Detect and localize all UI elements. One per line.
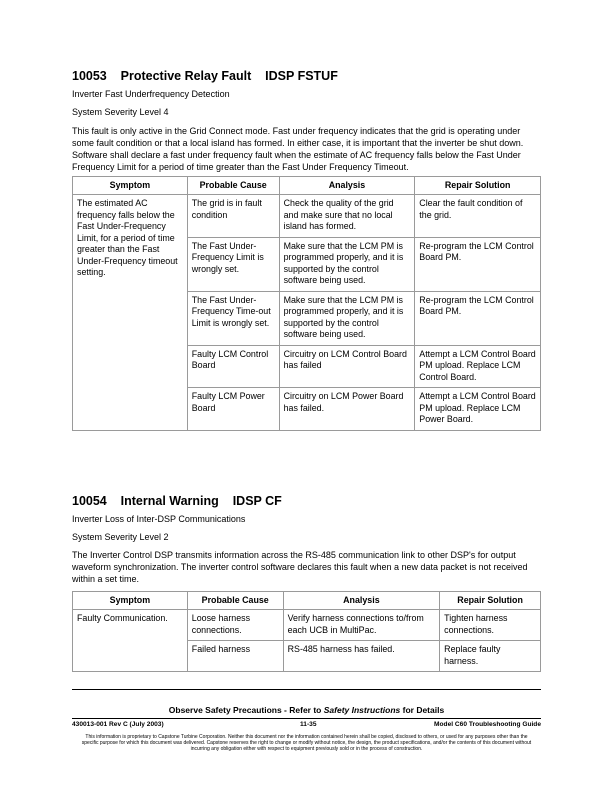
troubleshooting-table-10054 xyxy=(72,591,541,672)
severity-level: System Severity Level 4 xyxy=(72,107,169,117)
repair-cell: Attempt a LCM Control Board PM upload. Replace LCM Power Board. xyxy=(415,388,541,431)
analysis-cell: RS-485 harness has failed. xyxy=(283,641,440,672)
footer-divider xyxy=(72,689,541,690)
doc-number: 430013-001 Rev C (July 2003) xyxy=(72,721,164,728)
repair-cell: Re-program the LCM Control Board PM. xyxy=(415,291,541,345)
col-header: Repair Solution xyxy=(415,177,541,195)
repair-cell: Re-program the LCM Control Board PM. xyxy=(415,237,541,291)
cause-cell: Faulty LCM Power Board xyxy=(187,388,279,431)
table-row xyxy=(73,195,541,238)
repair-cell: Clear the fault condition of the grid. xyxy=(415,195,541,238)
safety-note-suffix: for Details xyxy=(400,705,445,715)
section-heading-10053: 10053 Protective Relay Fault IDSP FSTUF xyxy=(72,69,338,83)
section-subtitle: Inverter Fast Underfrequency Detection xyxy=(72,89,230,99)
section-description: The Inverter Control DSP transmits information across the RS-485 communication link to other DSP's for output waveform synchronization. The inverter control software declares this fault when a new data packet is not received within a set time. xyxy=(72,550,528,584)
col-header: Analysis xyxy=(283,592,440,610)
section-heading-10054: 10054 Internal Warning IDSP CF xyxy=(72,494,282,508)
analysis-cell: Make sure that the LCM PM is programmed properly, and it is supported by the control software being used. xyxy=(279,237,415,291)
repair-cell: Replace faulty harness. xyxy=(440,641,541,672)
cause-cell: The Fast Under-Frequency Time-out Limit is wrongly set. xyxy=(187,291,279,345)
analysis-cell: Check the quality of the grid and make sure that no local island has formed. xyxy=(279,195,415,238)
symptom-cell: Faulty Communication. xyxy=(73,610,188,672)
severity-level: System Severity Level 2 xyxy=(72,532,169,542)
safety-note xyxy=(72,705,541,715)
analysis-cell: Verify harness connections to/from each UCB in MultiPac. xyxy=(283,610,440,641)
col-header: Analysis xyxy=(279,177,415,195)
section-subtitle: Inverter Loss of Inter-DSP Communications xyxy=(72,514,246,524)
guide-title: Model C60 Troubleshooting Guide xyxy=(434,721,541,728)
cause-cell: Loose harness connections. xyxy=(187,610,283,641)
col-header: Probable Cause xyxy=(187,177,279,195)
analysis-cell: Circuitry on LCM Power Board has failed. xyxy=(279,388,415,431)
cause-cell: Failed harness xyxy=(187,641,283,672)
cause-cell: The grid is in fault condition xyxy=(187,195,279,238)
safety-instructions-ref: Safety Instructions xyxy=(323,705,401,715)
section-description: This fault is only active in the Grid Connect mode. Fast under frequency indicates that the grid is operating under some fault condition or that a local island has formed. In either case, it is important that the inverter be shut down. Software shall declare a fast under frequency fault when the estimate of AC frequency falls below the Fast Under Frequency Limit for a period of time greater than the Fast Under Frequency Timeout. xyxy=(72,126,524,172)
cause-cell: The Fast Under-Frequency Limit is wrongly set. xyxy=(187,237,279,291)
col-header: Probable Cause xyxy=(187,592,283,610)
safety-note-prefix: Observe Safety Precautions - Refer to xyxy=(168,705,324,715)
analysis-cell: Make sure that the LCM PM is programmed properly, and it is supported by the control software being used. xyxy=(279,291,415,345)
col-header: Symptom xyxy=(73,592,188,610)
troubleshooting-table-10053 xyxy=(72,176,541,431)
table-header-row xyxy=(73,592,541,610)
analysis-cell: Circuitry on LCM Control Board has failed xyxy=(279,345,415,388)
footer-divider xyxy=(72,718,541,719)
table-header-row xyxy=(73,177,541,195)
symptom-cell: The estimated AC frequency falls below the Fast Under-Frequency Limit, for a period of time greater than the Fast Under-Frequency timeout setting. xyxy=(73,195,188,431)
page-number: 11-35 xyxy=(300,721,317,728)
cause-cell: Faulty LCM Control Board xyxy=(187,345,279,388)
col-header: Repair Solution xyxy=(440,592,541,610)
repair-cell: Tighten harness connections. xyxy=(440,610,541,641)
table-row xyxy=(73,610,541,641)
col-header: Symptom xyxy=(73,177,188,195)
repair-cell: Attempt a LCM Control Board PM upload. Replace LCM Control Board. xyxy=(415,345,541,388)
legal-notice: This information is proprietary to Capstone Turbine Corporation. Neither this document nor the information contained herein shall be copied, disclosed to others, or used for any purposes other than the specific purpose for which this document was delivered. Capstone reserves the right to change or modify without notice, the design, the product specifications, and/or the contents of this document without incurring any obligation either with respect to equipment previously sold or in the process of construction. xyxy=(81,734,532,753)
